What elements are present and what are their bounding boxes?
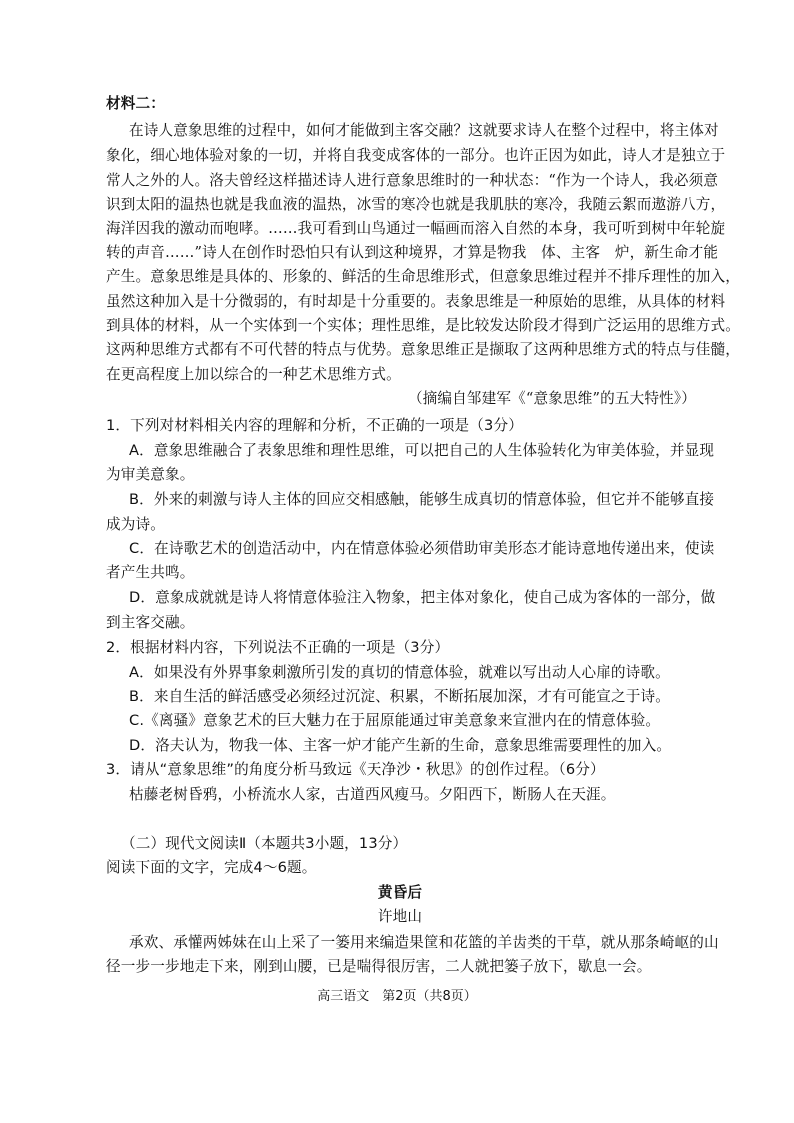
paragraph-line: 在诗人意象思维的过程中，如何才能做到主客交融？这就要求诗人在整个过程中，将主体对 xyxy=(129,122,719,139)
page-footer: 高三语文 第2页（共8页） xyxy=(317,989,477,1004)
q2-option-d: D．洛夫认为，物我一体、主客一炉才能产生新的生命，意象思维需要理性的加入。 xyxy=(129,737,672,754)
paragraph-line: 识到太阳的温热也就是我血液的温热，冰雪的寒冷也就是我肌肤的寒冷，我随云絮而遨游八方， xyxy=(106,196,726,213)
article-title: 黄昏后 xyxy=(377,884,423,901)
q2-option-c: C.《离骚》意象艺术的巨大魅力在于屈原能通过审美意象来宣泄内在的情意体验。 xyxy=(129,712,661,729)
q1-option-a-cont: 为审美意象。 xyxy=(106,466,195,483)
q1-option-b-cont: 成为诗。 xyxy=(106,516,165,533)
paragraph-line: 常人之外的人。洛夫曾经这样描述诗人进行意象思维时的一种状态：“作为一个诗人，我必须意 xyxy=(106,172,719,189)
q1-option-c: C．在诗歌艺术的创造活动中，内在情意体验必须借助审美形态才能诗意地传递出来，使读 xyxy=(129,540,715,557)
paragraph-line: 象化，细心地体验对象的一切，并将自我变成客体的一部分。也许正因为如此，诗人才是独立于 xyxy=(106,147,726,164)
q2-option-b: B．来自生活的鲜活感受必须经过沉淀、积累，不断拓展加深，才有可能宣之于诗。 xyxy=(129,688,670,705)
question-2-stem: 2．根据材料内容，下列说法不正确的一项是（3分） xyxy=(106,639,450,656)
paragraph-line: 在更高程度上加以综合的一种艺术思维方式。 xyxy=(106,366,401,383)
paragraph-line: 转的声音……”诗人在创作时恐怕只有认到这种境界，才算是物我 体、主客 炉，新生命才能 xyxy=(106,244,719,261)
q3-poem: 枯藤老树昏鸦，小桥流水人家，古道西风瘦马。夕阳西下，断肠人在天涯。 xyxy=(129,786,616,803)
q1-option-d: D．意象成就就是诗人将情意体验注入物象，把主体对象化，使自己成为客体的一部分，做 xyxy=(129,589,716,606)
article-author: 许地山 xyxy=(377,908,423,925)
q1-option-d-cont: 到主客交融。 xyxy=(106,614,195,631)
material-source: （摘编自邹建军《“意象思维”的五大特性》） xyxy=(407,390,696,407)
q1-option-c-cont: 者产生共鸣。 xyxy=(106,564,195,581)
article-body-line: 承欢、承懽两姊妹在山上采了一篓用来编造果筐和花篮的羊齿类的干草，就从那条崎岖的山 xyxy=(129,934,719,951)
question-3-stem: 3．请从“意象思维”的角度分析马致远《天净沙・秋思》的创作过程。（6分） xyxy=(106,761,605,778)
paragraph-line: 海洋因我的激动而咆哮。……我可看到山鸟通过一幅画而溶入自然的本身，我可听到树中年轮旋 xyxy=(106,220,726,237)
paragraph-line: 这两种思维方式都有不可代替的特点与优势。意象思维正是撷取了这两种思维方式的特点与佳髓， xyxy=(106,341,740,358)
q1-option-a: A．意象思维融合了表象思维和理性思维，可以把自己的人生体验转化为审美体验，并显现 xyxy=(129,442,715,459)
paragraph-line: 产生。意象思维是具体的、形象的、鲜活的生命思维形式，但意象思维过程并不排斥理性的加入， xyxy=(106,268,740,285)
article-body-line: 径一步一步地走下来，刚到山腰，已是喘得很厉害，二人就把篓子放下，歇息一会。 xyxy=(106,958,652,975)
paragraph-line: 到具体的材料，从一个实体到一个实体；理性思维，是比较发达阶段才得到广泛运用的思维方式。 xyxy=(106,317,740,334)
section-instruction: 阅读下面的文字，完成4～6题。 xyxy=(106,859,317,876)
paragraph-line: 虽然这种加入是十分微弱的，有时却是十分重要的。表象思维是一种原始的思维，从具体的材料 xyxy=(106,293,726,310)
material-heading: 材料二： xyxy=(106,95,165,112)
question-1-stem: 1．下列对材料相关内容的理解和分析，不正确的一项是（3分） xyxy=(106,417,523,434)
q2-option-a: A．如果没有外界事象刺激所引发的真切的情意体验，就难以写出动人心扉的诗歌。 xyxy=(129,664,670,681)
q1-option-b: B．外来的刺激与诗人主体的回应交相感触，能够生成真切的情意体验，但它并不能够直接 xyxy=(129,491,715,508)
section-heading: （二）现代文阅读Ⅱ（本题共3小题，13分） xyxy=(121,835,408,852)
